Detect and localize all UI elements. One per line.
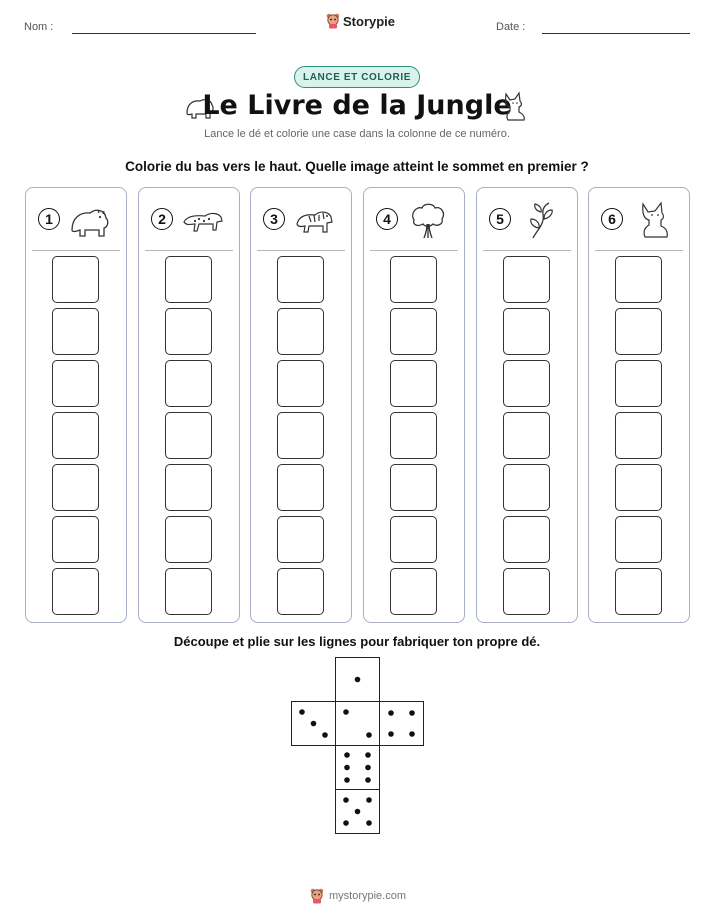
color-cell[interactable] [390,464,437,511]
wolf-icon [500,90,528,122]
color-cell[interactable] [503,516,550,563]
column-divider [145,250,233,251]
color-cell[interactable] [615,308,662,355]
storypie-mascot-icon [326,13,340,29]
cut-instruction: Découpe et plie sur les lignes pour fabriquer ton propre dé. [173,634,541,649]
brand-name: Storypie [343,13,396,29]
column-1 [25,187,127,623]
column-header [139,200,239,240]
storypie-mascot-icon [310,888,324,904]
date-line [542,33,690,34]
column-divider [370,250,458,251]
color-cell[interactable] [503,464,550,511]
color-cell[interactable] [52,516,99,563]
color-cell[interactable] [615,568,662,615]
footer-url: mystorypie.com [329,890,407,902]
column-3 [250,187,352,623]
color-cell[interactable] [277,464,324,511]
column-5 [476,187,578,623]
color-cell[interactable] [615,256,662,303]
column-number: 2 [151,208,173,230]
die-face-4 [379,701,424,746]
column-number: 5 [489,208,511,230]
color-cell[interactable] [165,568,212,615]
vine-icon [519,200,563,240]
die-face-6 [335,745,380,790]
color-cell[interactable] [615,464,662,511]
color-cell[interactable] [277,256,324,303]
color-cell[interactable] [615,360,662,407]
color-cell[interactable] [277,308,324,355]
column-header [364,200,464,240]
color-cell[interactable] [165,412,212,459]
color-cell[interactable] [52,464,99,511]
tiger-icon [293,200,337,240]
color-cell[interactable] [390,568,437,615]
name-label: Nom : [24,21,54,33]
color-cell[interactable] [503,360,550,407]
color-cell[interactable] [52,256,99,303]
column-6 [588,187,690,623]
color-cell[interactable] [165,464,212,511]
color-cell[interactable] [165,360,212,407]
column-divider [483,250,571,251]
bear-icon [68,200,112,240]
footer [310,888,406,904]
die-face-3 [291,701,336,746]
color-cell[interactable] [52,412,99,459]
date-label: Date : [496,21,526,33]
column-2 [138,187,240,623]
column-number: 1 [38,208,60,230]
color-cell[interactable] [615,516,662,563]
color-cell[interactable] [52,308,99,355]
color-cell[interactable] [390,516,437,563]
color-cell[interactable] [503,412,550,459]
column-header [477,200,577,240]
column-number: 3 [263,208,285,230]
column-header [251,200,351,240]
color-cell[interactable] [52,568,99,615]
color-cell[interactable] [390,256,437,303]
color-cell[interactable] [277,360,324,407]
name-line [72,33,256,34]
brand-logo [326,13,395,29]
color-cell[interactable] [390,308,437,355]
color-cell[interactable] [165,308,212,355]
page-title: Le Livre de la Jungle [202,90,512,121]
color-cell[interactable] [503,308,550,355]
die-face-5 [335,789,380,834]
color-cell[interactable] [390,360,437,407]
color-cell[interactable] [615,412,662,459]
color-cell[interactable] [165,256,212,303]
column-4 [363,187,465,623]
color-cell[interactable] [165,516,212,563]
die-face-1 [335,657,380,702]
color-cell[interactable] [277,568,324,615]
column-header [589,200,689,240]
color-cell[interactable] [277,516,324,563]
wolf-icon [631,200,675,240]
column-divider [595,250,683,251]
leopard-icon [181,200,225,240]
color-cell[interactable] [52,360,99,407]
color-cell[interactable] [277,412,324,459]
color-cell[interactable] [390,412,437,459]
die-face-2 [335,701,380,746]
column-number: 6 [601,208,623,230]
color-cell[interactable] [503,568,550,615]
column-divider [257,250,345,251]
column-divider [32,250,120,251]
color-cell[interactable] [503,256,550,303]
column-header [26,200,126,240]
tree-icon [406,200,450,240]
column-number: 4 [376,208,398,230]
game-instruction: Colorie du bas vers le haut. Quelle image atteint le sommet en premier ? [125,159,589,174]
page-subtitle: Lance le dé et colorie une case dans la colonne de ce numéro. [204,128,510,140]
activity-badge: LANCE ET COLORIE [294,66,420,88]
